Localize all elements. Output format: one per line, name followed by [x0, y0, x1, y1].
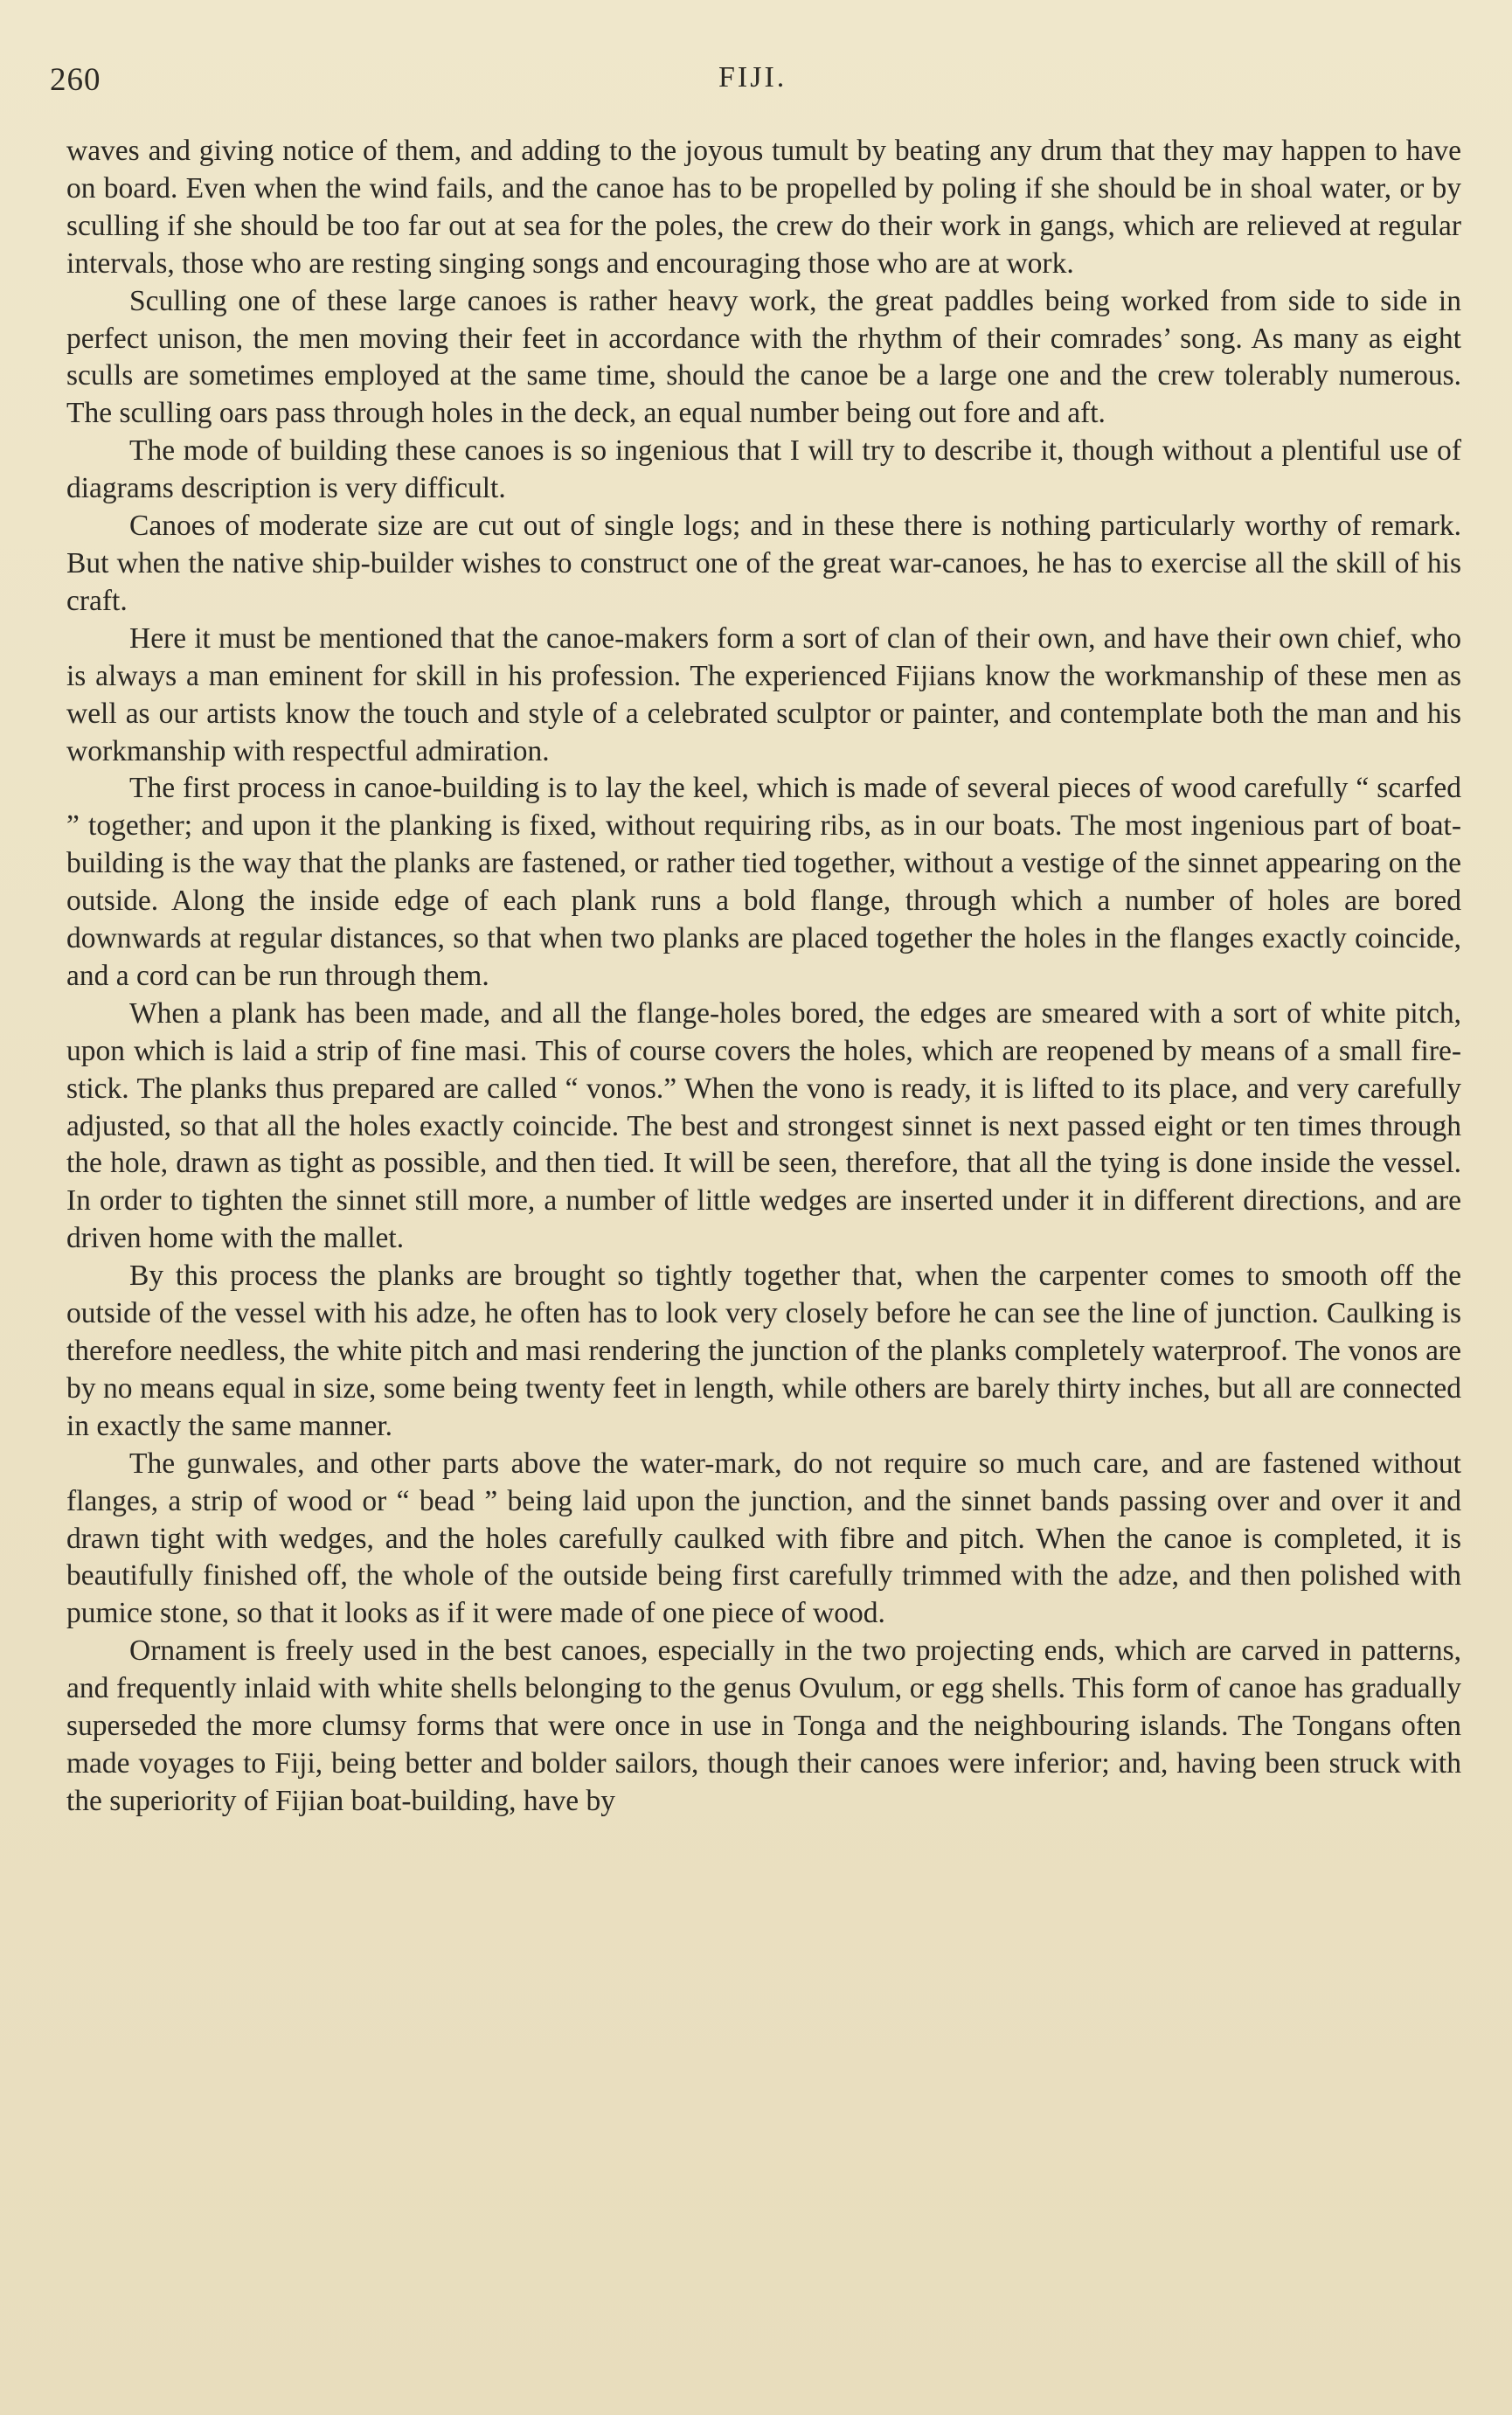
page-number: 260: [50, 62, 101, 98]
paragraph: Ornament is freely used in the best canoes, especially in the two projecting ends, which are carved in patterns, and frequently inlaid with white shells belonging to the genus Ovulum, or egg shells. This form of canoe has gradually superseded the more clumsy forms that were once in use in Tonga and the neighbouring islands. The Tongans often made voyages to Fiji, being better and bolder sailors, though their canoes were inferior; and, having been struck with the superiority of Fijian boat-building, have by: [66, 1634, 1461, 1817]
paragraph: Here it must be mentioned that the canoe-makers form a sort of clan of their own, and have their own chief, who is always a man eminent for skill in his profession. The experienced Fijians know the workmanship of these men as well as our artists know the touch and style of a celebrated sculptor or painter, and contemplate both the man and his workmanship with respectful admiration.: [66, 621, 1461, 767]
paragraph: Canoes of moderate size are cut out of single logs; and in these there is nothing particularly worthy of remark. But when the native ship-builder wishes to construct one of the great war-canoes, he has to exercise all the skill of his craft.: [66, 510, 1461, 617]
paragraph: By this process the planks are brought so tightly together that, when the carpenter comes to smooth off the outside of the vessel with his adze, he often has to look very closely before he can see the line of junction. Caulking is therefore needless, the white pitch and masi rendering the junction of the planks completely waterproof. The vonos are by no means equal in size, some being twenty feet in length, while others are barely thirty inches, but all are connected in exactly the same manner.: [66, 1260, 1461, 1442]
paragraph: The gunwales, and other parts above the water-mark, do not require so much care, and are fastened without flanges, a strip of wood or “ bead ” being laid upon the junction, and the sinnet bands passing over and over it and drawn tight with wedges, and the holes carefully caulked with fibre and pitch. When the canoe is completed, it is beautifully finished off, the whole of the outside being first carefully trimmed with the adze, and then polished with pumice stone, so that it looks as if it were made of one piece of wood.: [66, 1447, 1461, 1630]
running-head: [0, 61, 1512, 114]
paragraph: When a plank has been made, and all the flange-holes bored, the edges are smeared with a sort of white pitch, upon which is laid a strip of fine masi. This of course covers the holes, which are reopened by means of a small fire-stick. The planks thus prepared are called “ vonos.” When the vono is ready, it is lifted to its place, and very carefully adjusted, so that all the holes exactly coincide. The best and strongest sinnet is next passed eight or ten times through the hole, drawn as tight as possible, and then tied. It will be seen, therefore, that all the tying is done inside the vessel. In order to tighten the sinnet still more, a number of little wedges are inserted under it in different directions, and are driven home with the mallet.: [66, 996, 1461, 1255]
running-title: FIJI.: [718, 61, 787, 94]
body-text: [66, 133, 1461, 1821]
paragraph: The first process in canoe-building is to lay the keel, which is made of several pieces of wood carefully “ scarfed ” together; and upon it the planking is fixed, without requiring ribs, as in our boats. The most ingenious part of boat-building is the way that the planks are fastened, or rather tied together, without a vestige of the sinnet appearing on the outside. Along the inside edge of each plank runs a bold flange, through which a number of holes are bored downwards at regular distances, so that when two planks are placed together the holes in the flanges exactly coincide, and a cord can be run through them.: [66, 772, 1461, 992]
paragraph: The mode of building these canoes is so ingenious that I will try to describe it, though without a plentiful use of diagrams description is very difficult.: [66, 434, 1461, 505]
paragraph: Sculling one of these large canoes is rather heavy work, the great paddles being worked from side to side in perfect unison, the men moving their feet in accordance with the rhythm of their comrades’ song. As many as eight sculls are sometimes employed at the same time, should the canoe be a large one and the crew tolerably numerous. The sculling oars pass through holes in the deck, an equal number being out fore and aft.: [66, 284, 1461, 430]
paragraph-continued: waves and giving notice of them, and adding to the joyous tumult by beating any drum that they may happen to have on board. Even when the wind fails, and the canoe has to be propelled by poling if she should be in shoal water, or by sculling if she should be too far out at sea for the poles, the crew do their work in gangs, which are relieved at regular intervals, those who are resting singing songs and encouraging those who are at work.: [66, 135, 1461, 280]
